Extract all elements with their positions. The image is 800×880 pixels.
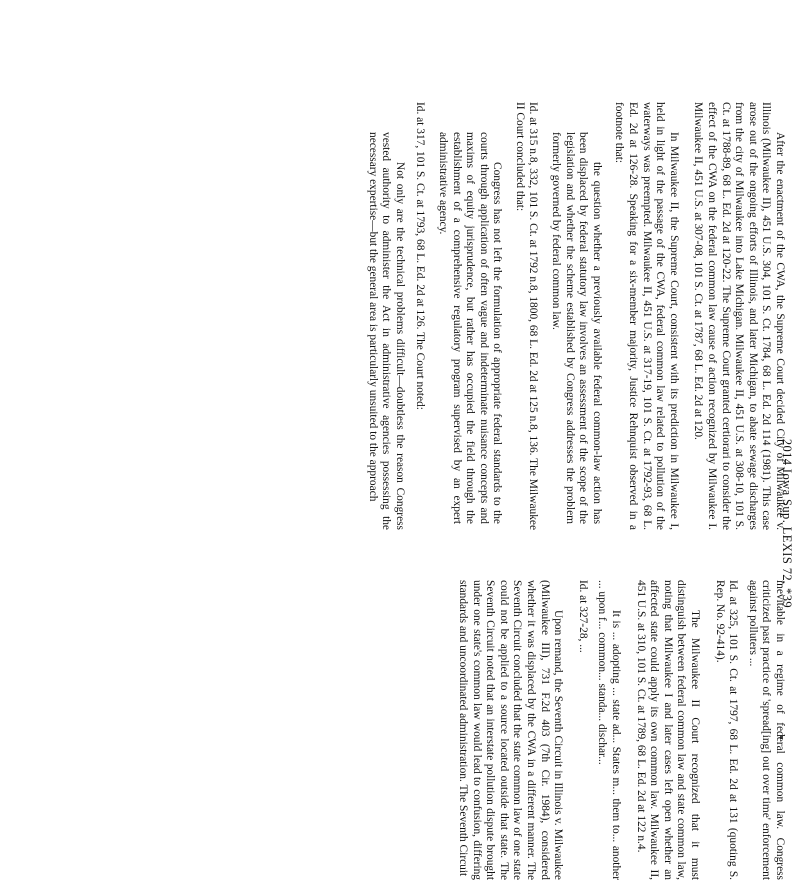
quote-continuation: inevitable in a regime of federal common law. Congress criticized past practice of 'spread[ing] out over time' enforcement against polluters ... (746, 580, 786, 880)
page-header-citation: 2014 Iowa Sup. LEXIS 72, *39 (780, 438, 794, 608)
citation-line: Id. at 315 n.8, 332, 101 S. Ct. at 1792 n.8, 1800, 68 L. Ed. 2d at 125 n.8, 136. The Milwaukee II Court concluded that: (513, 102, 540, 530)
citation-line: Id. at 327-28, ... (576, 580, 589, 653)
block-quote (435, 102, 503, 530)
right-column (456, 580, 786, 880)
quote-text: Congress has not left the formulation of appropriate federal standards to the courts through application of often vague and indeterminate nuisance concepts and maxims of equity jurisprudence, but rather has occupied the field through the establishment of a comprehensive regulatory program supervised by an expert administrative agency. (436, 132, 504, 524)
paragraph: Upon remand, the Seventh Circuit in Illinois v. Milwaukee (Milwaukee III), 731 F.2d 403 (7th Cir. 1984), considered whether it was displaced by the CWA in a different manner. The Seventh Circuit concluded that the state common law of one state could not be applied to a source located outside that state. The Seventh Circuit noted that an interstate pollution dispute brought under one state's common law would lead to confusion, differing standards and uncoordinated administration. The Seventh Circuit (457, 580, 565, 880)
quote-text: the question whether a previously available federal common-law action has been displaced by federal statutory law involves an assessment of the scope of the legislation and whether the scheme established by Congress addresses the problem formerly governed by federal common law. (550, 132, 603, 524)
paragraph: The Milwaukee II Court recognized that it must distinguish between federal common law and state common law, noting that Milwaukee I and later cases left open whether an affected state could apply its own common law. Milwaukee II, 451 U.S. at 310, 101 S. Ct. at 1789, 68 L. Ed. 2d at 122 n.4. (634, 580, 702, 880)
citation-line: Id. at 325, 101 S. Ct. at 1797, 68 L. Ed. 2d at 131 (quoting S. Rep. No. 92-414). (713, 580, 740, 880)
block-quote: It is ... adopting ... state ad... States m... them to... another ... upon f... common... standa... dischar... (596, 580, 623, 880)
citation-line: Id. at 317, 101 S. Ct. at 1793, 68 L. Ed. 2d at 126. The Court noted: (414, 102, 427, 410)
quote-text: Not only are the technical problems difficult—doubtless the reason Congress vested authority to administer the Act in administrative agencies possessing the necessary expertise—but the general area is particularly unsuited to the approach (366, 132, 406, 530)
left-column (365, 102, 786, 530)
block-quote (365, 102, 406, 530)
paragraph: After the enactment of the CWA, the Supreme Court decided City of Milwaukee v. Illinois (Milwaukee II), 451 U.S. 304, 101 S. Ct. 1784, 68 L. Ed. 2d 114 (1981). This case arose out of the ongoing efforts of Illinois, and later Michigan, to abate sewage discharges from the city of Milwaukee into Lake Michigan. Milwaukee II, 451 U.S. at 308-10, 101 S. Ct. at 1788-89, 68 L. Ed. 2d at 120-22. The Supreme Court granted certiorari to consider the effect of the CWA on the federal common law cause of action recognized by Milwaukee I. Milwaukee II, 451 U.S. at 307-08, 101 S. Ct. at 1787, 68 L. Ed. 2d at 120. (692, 102, 786, 530)
paragraph: In Milwaukee II, the Supreme Court, consistent with its prediction in Milwaukee I, held in light of the passage of the CWA, federal common law related to pollution of the waterways was preempted. Milwaukee II, 451 U.S. at 317-19, 101 S. Ct. at 1792-93, 68 L. Ed. 2d at 126-28. Speaking for a six-member majority, Justice Rehnquist observed in a footnote that: (613, 102, 680, 530)
block-quote (549, 102, 603, 530)
